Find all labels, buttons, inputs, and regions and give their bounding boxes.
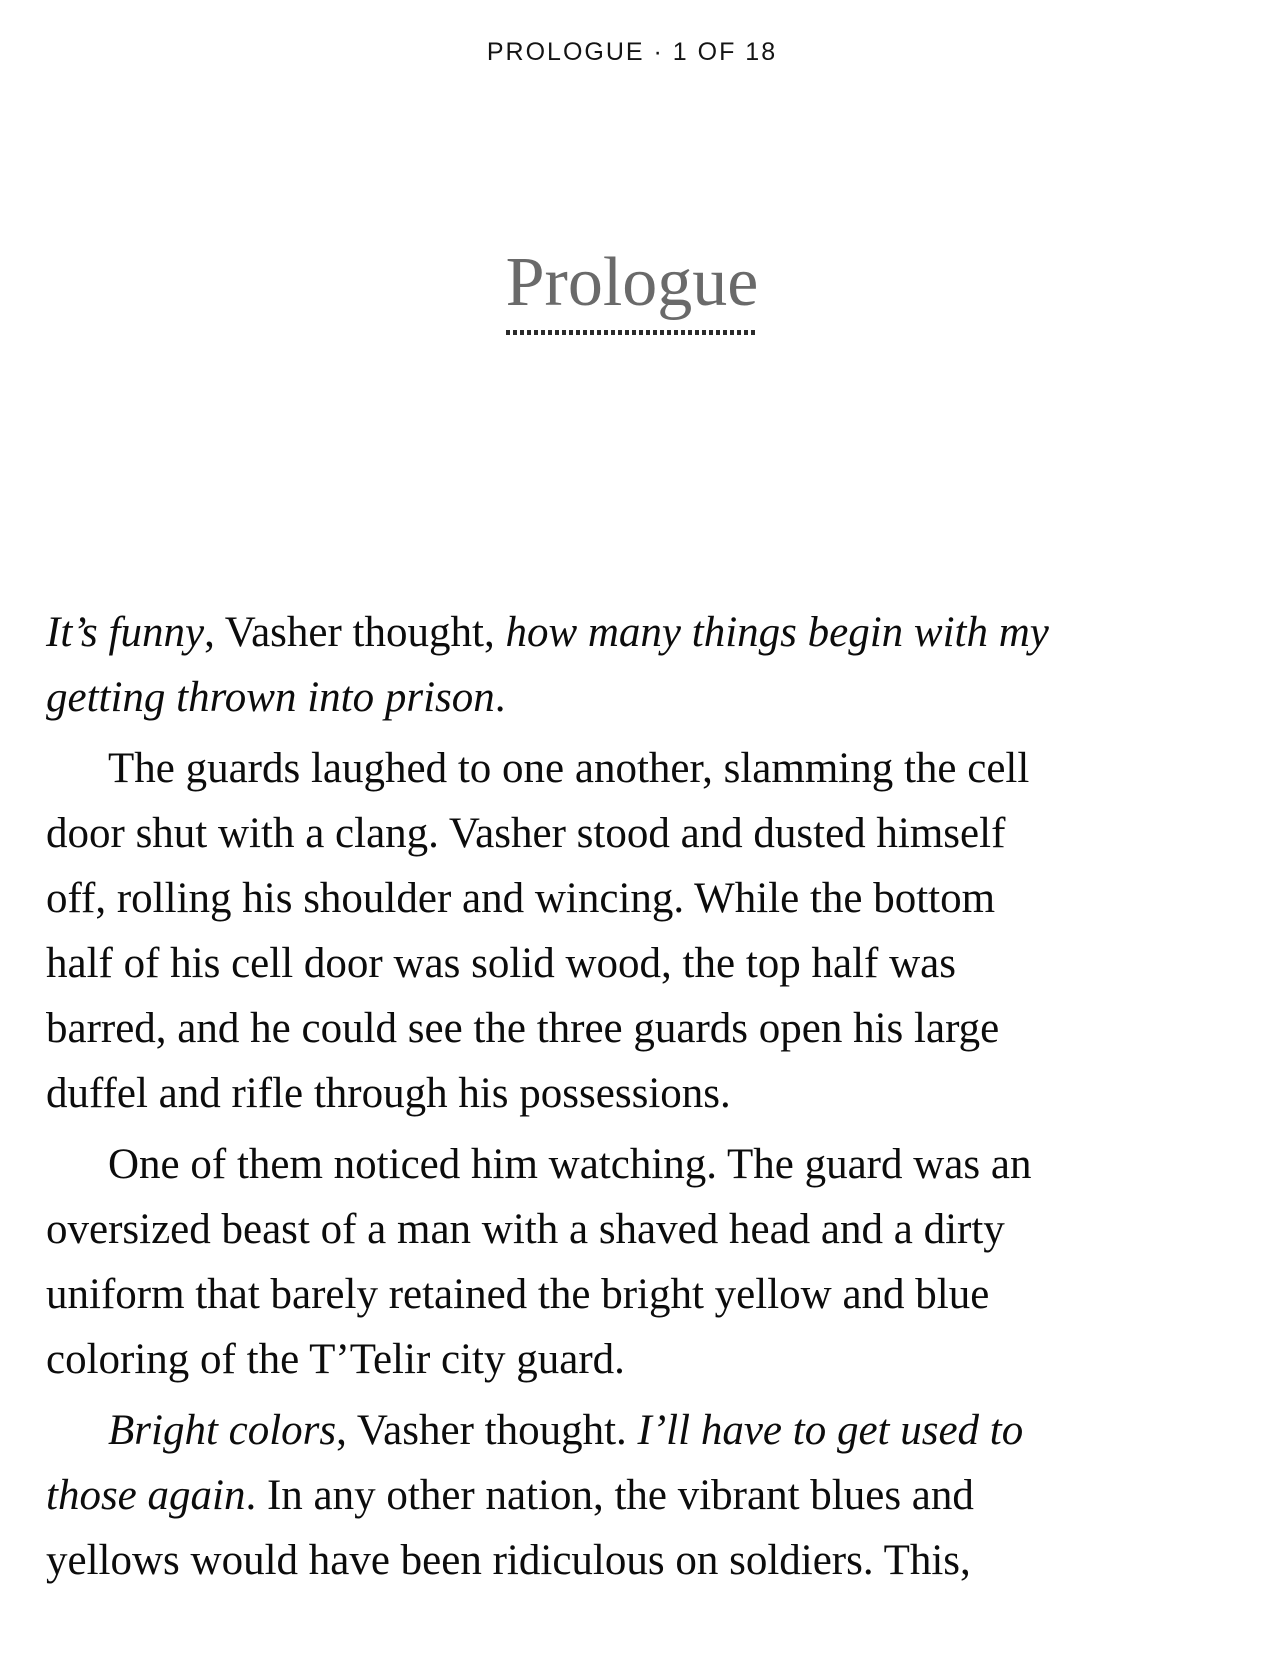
italic-run: I’ll have to get used to [637, 1407, 1024, 1454]
text-run: The guards laughed to one another, slamming the cell [108, 745, 1030, 792]
running-header: PROLOGUE · 1 OF 18 [486, 38, 778, 66]
text-run: yellows would have been ridiculous on soldiers. This, [46, 1537, 971, 1584]
text-line [46, 931, 1222, 996]
chapter-title-underline [506, 330, 758, 335]
paragraph [46, 736, 1222, 1126]
chapter-text [46, 600, 1222, 1599]
text-line [46, 1528, 1222, 1593]
text-line [46, 866, 1222, 931]
text-line [46, 996, 1222, 1061]
text-line [46, 1132, 1222, 1197]
text-line [46, 600, 1222, 665]
italic-run: those again [46, 1472, 246, 1519]
text-line [46, 736, 1222, 801]
text-run: , Vasher thought. [336, 1407, 638, 1454]
text-run: . In any other nation, the vibrant blues and [245, 1472, 974, 1519]
text-run: One of them noticed him watching. The guard was an [108, 1141, 1032, 1188]
italic-run: how many things begin with my [505, 609, 1049, 656]
text-line [46, 801, 1222, 866]
text-run: off, rolling his shoulder and wincing. While the bottom [46, 875, 996, 922]
italic-run: Bright colors [108, 1407, 337, 1454]
text-run: half of his cell door was solid wood, the top half was [46, 940, 956, 987]
text-run: . [494, 674, 506, 721]
text-run: uniform that barely retained the bright yellow and blue [46, 1271, 990, 1318]
chapter-title: Prologue [505, 244, 759, 321]
italic-run: getting thrown into prison [46, 674, 495, 721]
text-line [46, 1327, 1222, 1392]
text-line [46, 1262, 1222, 1327]
text-run: oversized beast of a man with a shaved head and a dirty [46, 1206, 1005, 1253]
text-run: door shut with a clang. Vasher stood and dusted himself [46, 810, 1006, 857]
text-run: barred, and he could see the three guards open his large [46, 1005, 1000, 1052]
text-line [46, 1197, 1222, 1262]
text-line [46, 665, 1222, 730]
paragraph [46, 1398, 1222, 1593]
italic-run: It’s funny [46, 609, 205, 656]
text-run: duffel and rifle through his possessions. [46, 1070, 731, 1117]
paragraph [46, 600, 1222, 730]
text-run: , Vasher thought, [204, 609, 506, 656]
text-line [46, 1398, 1222, 1463]
text-line [46, 1061, 1222, 1126]
paragraph [46, 1132, 1222, 1392]
text-run: coloring of the T’Telir city guard. [46, 1336, 625, 1383]
text-line [46, 1463, 1222, 1528]
